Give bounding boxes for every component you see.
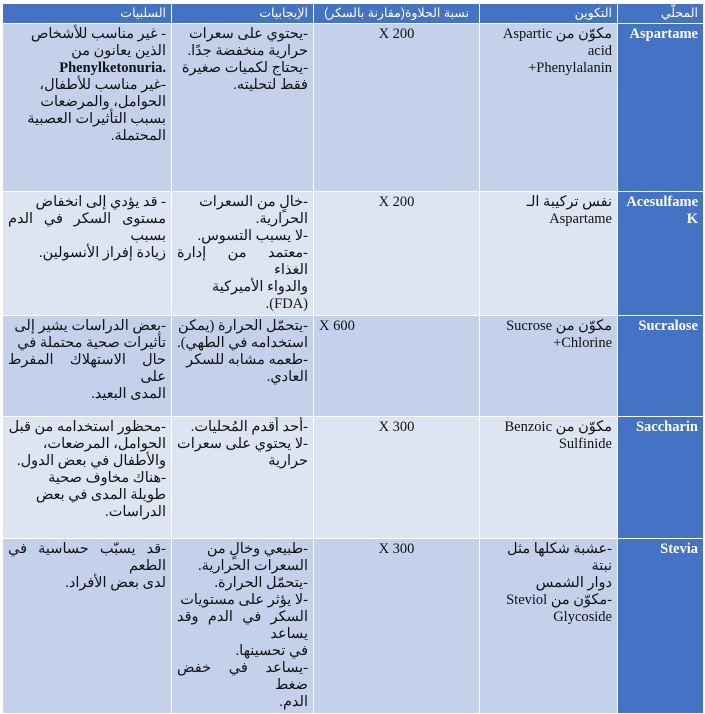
composition-line: مكوّن من Sucrose [506,318,612,334]
pros-cell [172,192,314,316]
composition-line: نفس تركيبة الـ [526,194,612,210]
composition-line: -مكوّن من Steviol [506,592,612,608]
pros-line: -لا يؤثر على مستويات [180,592,308,608]
cons-line-bold: Phenylketonuria. [59,60,166,76]
pros-line: (FDA). [265,296,308,312]
pros-line: -معتمد من إدارة الغذاء [177,245,308,278]
composition-line: دوار الشمس [535,575,612,591]
composition-line: Glycoside [553,609,612,625]
composition-line: مكوّن من Aspartic [502,26,612,42]
sweetener-name: Acesulfame K [618,192,704,316]
cons-line: الدراسات. [105,504,166,520]
table-row [3,417,704,539]
header-sweetness-ratio: نسبة الحلاوة(مقارنة بالسكر) [314,4,480,24]
composition-line: +Phenylalanin [528,60,612,76]
sweetness-ratio-cell: X 300 [314,417,480,539]
composition-cell [480,316,618,417]
header-sweetener: المحلّي [618,4,704,24]
sweetener-name: Saccharin [618,417,704,539]
composition-cell [480,192,618,316]
composition-cell [480,24,618,192]
cons-line: -محظور استخدامه من قبل [8,419,166,435]
pros-line: العادي. [266,369,308,385]
pros-line: -يساعد في خفض ضغط [177,660,308,693]
table-row [3,539,704,714]
table-row [3,192,704,316]
cons-line: زيادة إفراز الأنسولين. [39,245,166,261]
pros-line: السعرات الحرارية. [198,558,308,574]
cons-line: الحوامل، والمرضعات [40,94,166,110]
cons-line: الذين يعانون من [71,43,166,59]
sweetness-ratio-cell: X 200 [314,24,480,192]
composition-line: +Chlorine [553,335,612,351]
composition-cell [480,539,618,714]
cons-line: -هناك مخاوف صحية [48,470,166,486]
pros-line: -يحتوي على سعرات [188,26,308,42]
pros-line: -طبيعي وخالٍ من [206,541,308,557]
pros-cell [172,417,314,539]
pros-line: والدواء الأميركية [211,279,308,295]
sweetness-ratio-cell: X 300 [314,539,480,714]
pros-line: -يتحمّل الحرارة (يمكن [178,318,308,334]
cons-line: مستوى السكر في الدم بسبب [8,211,166,244]
cons-cell [3,539,172,714]
header-cons: السلبيات [3,4,172,24]
sweetness-ratio-cell: X 200 [314,192,480,316]
composition-line: -عشبة شكلها مثل نبتة [507,541,612,574]
header-pros: الإيجابيات [172,4,314,24]
pros-cell [172,539,314,714]
sweetness-ratio-cell: X 600 [314,316,480,417]
table-row [3,24,704,192]
cons-line: المدى البعيد. [91,386,166,402]
pros-line: حرارية [268,453,308,469]
cons-line: والأطفال في بعض الدول. [16,453,166,469]
pros-cell [172,316,314,417]
pros-line: -أحد أقدم المُحليات. [190,419,308,435]
pros-line: الحرارية. [255,211,308,227]
cons-line: حال الاستهلاك المفرط على [8,352,166,385]
cons-line: -بعض الدراسات يشير إلى [14,318,166,334]
sweeteners-table [2,3,704,714]
table-row [3,316,704,417]
cons-line: بسبب التأثيرات العصبية [27,111,166,127]
cons-line: - قد يؤدي إلى انخفاض [35,194,166,210]
sweetener-name: Aspartame [618,24,704,192]
composition-cell [480,417,618,539]
pros-line: -طعمه مشابه للسكر [186,352,308,368]
pros-line: -يحتاج لكميات صغيرة [181,60,308,76]
cons-cell [3,192,172,316]
sweetener-name: Sucralose [618,316,704,417]
composition-line: Aspartame [549,211,612,227]
pros-line: استخدامه في الطهي). [177,335,308,351]
cons-line: -قد يسبّب حساسية في الطعم [8,541,166,574]
composition-line: acid [587,43,612,59]
cons-line: - غير مناسب للأشخاص [30,26,166,42]
pros-line: حرارية منخفضة جدًا. [187,43,308,59]
cons-cell [3,24,172,192]
cons-line: -غير مناسب للأطفال، [39,77,166,93]
cons-line: طويلة المدى في بعض [35,487,166,503]
pros-line: -لا يحتوي على سعرات [177,436,308,452]
pros-line: -لا يسبب التسوس. [197,228,308,244]
header-composition: التكوين [480,4,618,24]
cons-line: تأثيرات صحية محتملة في [17,335,166,351]
cons-cell [3,316,172,417]
pros-line: الدم. [279,694,308,710]
pros-line: -خالٍ من السعرات [199,194,308,210]
pros-line: السكر في الدم وقد يساعد [177,609,308,642]
cons-cell [3,417,172,539]
composition-line: Sulfinide [558,436,612,452]
pros-line: فقط لتحليته. [233,77,308,93]
composition-line: مكوّن من Benzoic [504,419,612,435]
sweetener-name: Stevia [618,539,704,714]
header-row [3,4,704,24]
pros-cell [172,24,314,192]
cons-line: لدى بعض الأفراد. [65,575,166,591]
pros-line: -يتحمّل الحرارة. [214,575,308,591]
cons-line: المحتملة. [110,128,166,144]
cons-line: الحوامل، المرضعات، [42,436,166,452]
pros-line: في تحسينها. [235,643,308,659]
